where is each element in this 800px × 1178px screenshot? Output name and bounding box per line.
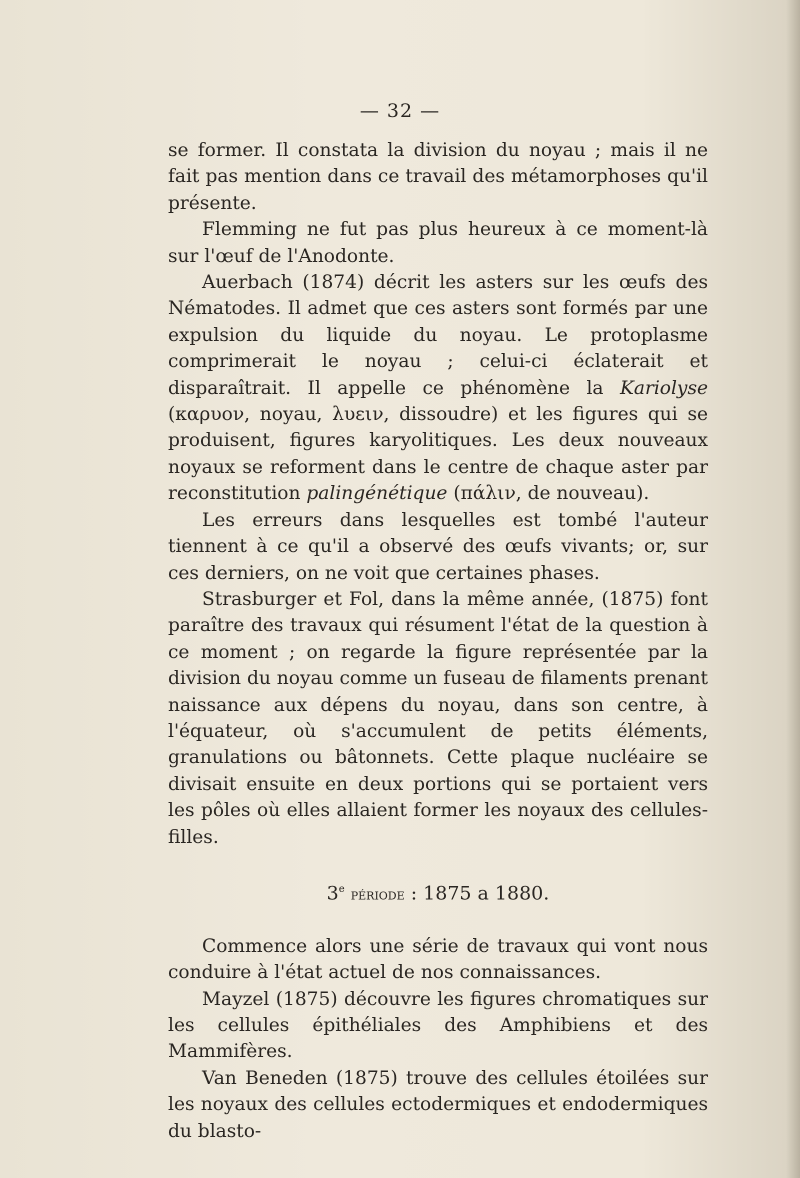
- body-text: [168, 138, 708, 1145]
- page-number: — 32 —: [359, 100, 441, 122]
- term-kariolyse: Kariolyse: [619, 377, 708, 399]
- section-number-suffix: e: [338, 883, 345, 895]
- section-label: période: [350, 885, 405, 904]
- paragraph-van-beneden: Van Beneden (1875) trouve des cellules étoilées sur les noyaux des cellules ectodermiques et endodermiques du blasto-: [168, 1067, 708, 1142]
- section-heading: [168, 877, 708, 908]
- auerbach-text-3: (πάλιν, de nouveau).: [447, 483, 650, 505]
- section-years: : 1875 a 1880.: [410, 882, 550, 905]
- page-edge-shadow: [786, 0, 800, 1178]
- term-palingenetique: palingénétique: [306, 483, 448, 505]
- section-number: 3: [326, 882, 339, 905]
- paragraph-mayzel: Mayzel (1875) découvre les figures chromatiques sur les cellules épithéliales des Amphibiens et des Mammifères.: [168, 988, 708, 1063]
- auerbach-text-2: (καρυον, noyau, λυειν, dissoudre) et les figures qui se produisent, figures karyolitiques. Les deux nouveaux noyaux se reforment dans le centre de chaque aster par reconstitution: [168, 404, 708, 505]
- paragraph-erreurs: Les erreurs dans lesquelles est tombé l'auteur tiennent à ce qu'il a observé des œufs vivants; or, sur ces derniers, on ne voit que certaines phases.: [168, 509, 708, 584]
- auerbach-text-1: Auerbach (1874) décrit les asters sur les œufs des Nématodes. Il admet que ces asters sont formés par une expulsion du liquide du noyau. Le protoplasme comprimerait le noyau ; celui-ci éclaterait et disparaîtrait. Il appelle ce phénomène la: [168, 272, 708, 399]
- paragraph-auerbach: [168, 270, 708, 508]
- paragraph-strasburger: Strasburger et Fol, dans la même année, (1875) font paraître des travaux qui résument l'état de la question à ce moment ; on regarde la figure représentée par la division du noyau comme un fuseau de filaments prenant naissance aux dépens du noyau, dans son centre, à l'équateur, où s'accumulent de petits éléments, granulations ou bâtonnets. Cette plaque nucléaire se divisait ensuite en deux portions qui se portaient vers les pôles où elles allaient former les noyaux des cellules-filles.: [168, 588, 708, 848]
- paragraph-commence: Commence alors une série de travaux qui vont nous conduire à l'état actuel de nos connaissances.: [168, 935, 708, 984]
- paragraph-flemming: Flemming ne fut pas plus heureux à ce moment-là sur l'œuf de l'Anodonte.: [168, 219, 708, 267]
- paragraph-continued: se former. Il constata la division du noyau ; mais il ne fait pas mention dans ce travail des métamorphoses qu'il présente.: [168, 140, 708, 214]
